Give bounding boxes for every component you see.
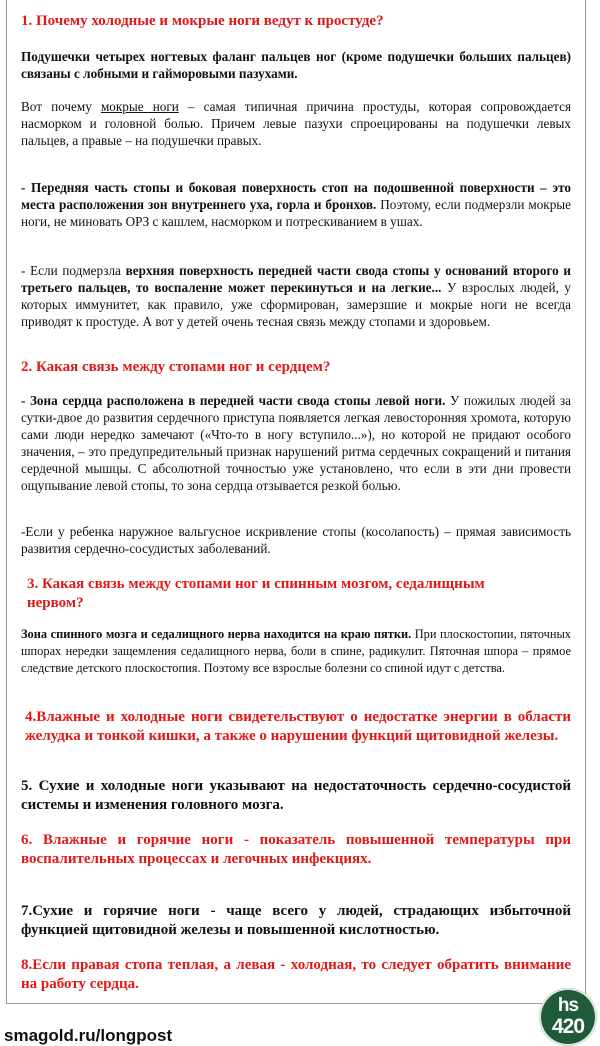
logo-text-bottom: 420: [551, 1015, 585, 1038]
bold-segment: - Зона сердца расположена в передней части свода стопы левой ноги.: [21, 393, 446, 408]
heading-section-1: 1. Почему холодные и мокрые ноги ведут к простуде?: [21, 13, 384, 29]
text-segment: При плоскостопии, пяточных шпорах нередки защемления седалищного нерва, боли в спине, радикулит. Пяточная шпора – прямое следствие детского плоскостопия. Поэтому все взрослые болезни со спиной идут с детства.: [21, 627, 572, 675]
logo-text-top: hs: [557, 995, 579, 1016]
text-segment: Поэтому, если подмерзли мокрые ноги, не миновать ОРЗ с кашлем, насморком и потрескиванием в ушах.: [21, 197, 571, 229]
heading-section-6: 6. Влажные и горячие ноги - показатель повышенной температуры при воспалительных процессах и легочных инфекциях.: [21, 832, 571, 867]
paragraph-s3: [21, 626, 571, 677]
text-segment: Вот почему: [21, 99, 101, 114]
paragraph-s1-p3: [21, 262, 571, 330]
source-watermark: smagold.ru/longpost: [4, 1026, 173, 1045]
underlined-phrase: мокрые ноги: [100, 99, 179, 114]
paragraph-s2-p2: -Если у ребенка наружное вальгусное искривление стопы (косолапость) – прямая зависимость развития сердечно-сосудистых заболеваний.: [21, 524, 571, 556]
heading-section-3: 3. Какая связь между стопами ног и спинным мозгом, седалищным нервом?: [27, 576, 485, 611]
text-segment: У пожилых людей за сутки-двое до развития сердечного приступа появляется легкая левосторонняя хромота, которую сами люди нередко замечают («Что-то в ногу вступило...»), но которой не придают особого значения, – это предупредительный признак нарушений ритма сердечных сокращений и питания сердечной мышцы. С абсолютной точностью уже установлено, что если в эти дни провести ощупывание левой стопы, то зона сердца отзывается резкой болью.: [21, 393, 571, 493]
bold-segment: - Передняя часть стопы и боковая поверхность стоп на подошвенной поверхности – это места расположения зон внутреннего уха, горла и бронхов.: [21, 180, 571, 212]
paragraph-s1-intro: Подушечки четырех ногтевых фаланг пальцев ног (кроме подушечки больших пальцев) связаны с лобными и гайморовыми пазухами.: [21, 49, 571, 81]
heading-section-4: 4.Влажные и холодные ноги свидетельствуют о недостатке энергии в области желудка и тонкой кишки, а также о нарушении функций щитовидной железы.: [25, 709, 571, 744]
paragraph-s1-p1: [21, 98, 571, 149]
text-segment: У взрослых людей, у которых иммунитет, как правило, уже сформирован, замерзшие и мокрые ноги не всегда приводят к простуде. А вот у детей очень тесная связь между стопами и здоровьем.: [21, 280, 572, 329]
heading-section-5: 5. Сухие и холодные ноги указывают на недостаточность сердечно-сосудистой системы и изменения головного мозга.: [21, 778, 571, 813]
document-page: [6, 0, 586, 1004]
paragraph-s2-p1: [21, 392, 571, 494]
heading-section-8: 8.Если правая стопа теплая, а левая - холодная, то следует обратить внимание на работу сердца.: [21, 957, 571, 992]
bold-segment: Зона спинного мозга и седалищного нерва находится на краю пятки.: [21, 627, 412, 641]
heading-section-2: 2. Какая связь между стопами ног и сердцем?: [21, 359, 331, 375]
heading-section-7: 7.Сухие и горячие ноги - чаще всего у людей, страдающих избыточной функцией щитовидной железы и повышенной кислотностью.: [21, 903, 571, 938]
text-segment: – самая типичная причина простуды, которая сопровождается насморком и головной болью. Причем левые пазухи спроецированы на подушечки левых пальцев, а правые – на подушечки правых.: [21, 99, 572, 148]
site-logo: [539, 988, 597, 1046]
bold-segment: верхняя поверхность передней части свода стопы у оснований второго и третьего пальцев, то воспаление может перекинуться и на легкие...: [21, 263, 571, 295]
paragraph-s1-p2: [21, 179, 571, 230]
text-segment: - Если подмерзла: [21, 263, 126, 278]
